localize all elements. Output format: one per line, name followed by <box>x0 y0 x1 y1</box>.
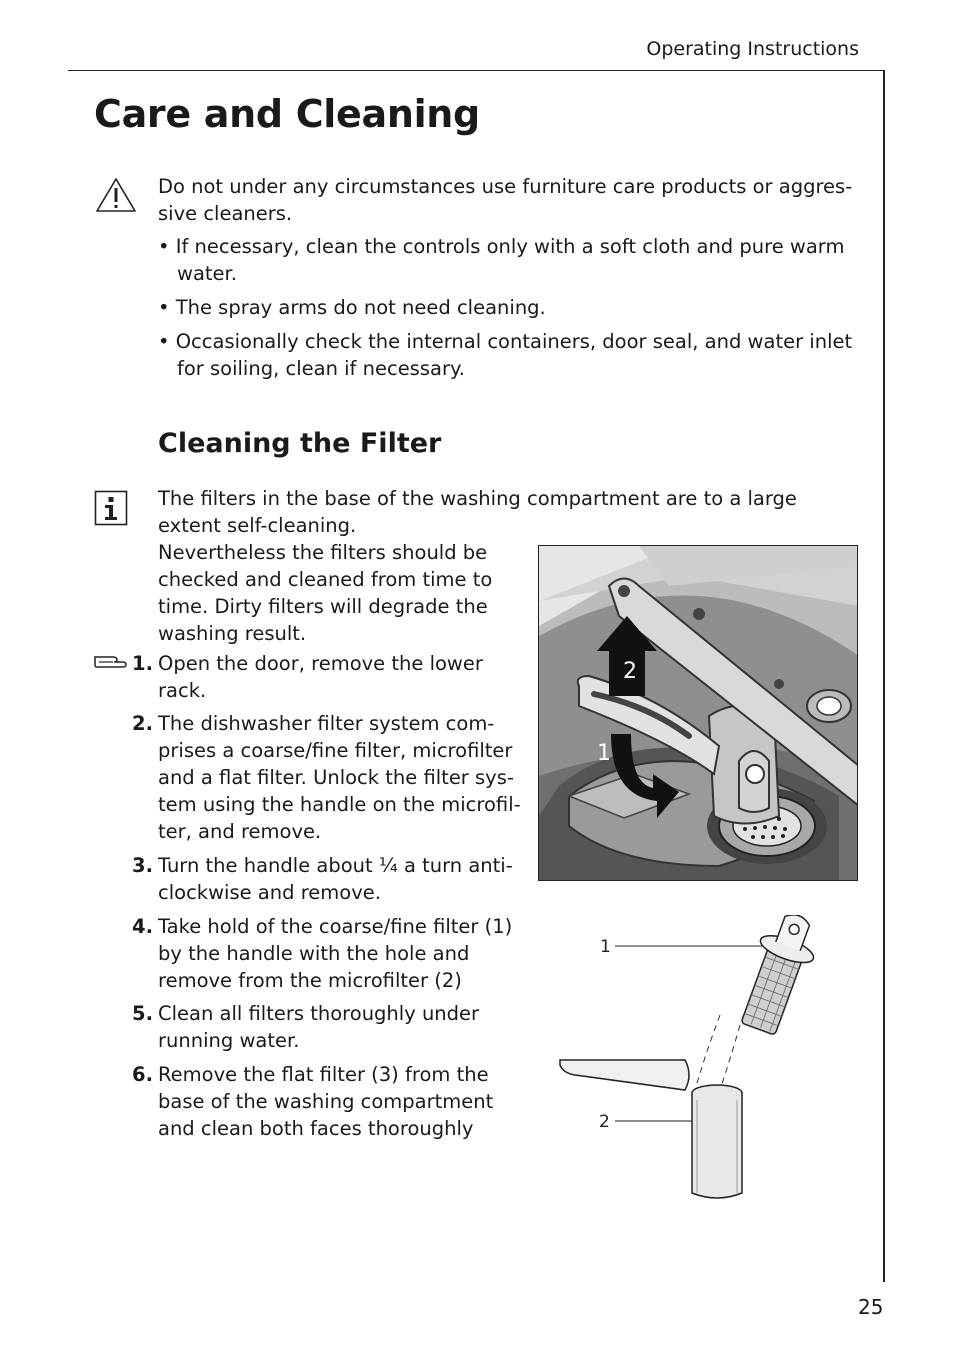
text-line: checked and cleaned from time to <box>158 568 493 591</box>
figure-label: 1 <box>597 741 611 766</box>
warning-text <box>158 173 868 227</box>
step-number: 3. <box>132 854 153 877</box>
text-line: ter, and remove. <box>158 820 322 843</box>
section-heading: Cleaning the Filter <box>158 428 442 459</box>
text-line: Remove the flat filter (3) from the <box>158 1063 489 1086</box>
text-line: washing result. <box>158 622 307 645</box>
step-number: 6. <box>132 1063 153 1086</box>
filter-parts-diagram <box>555 915 855 1205</box>
page-number: 25 <box>858 1295 884 1319</box>
page-title: Care and Cleaning <box>94 92 480 136</box>
text-line: tem using the handle on the microfil- <box>158 793 521 816</box>
step-3 <box>132 852 532 906</box>
text-line: The dishwasher filter system com- <box>158 712 495 735</box>
pointing-hand-icon <box>93 652 127 672</box>
step-number: 1. <box>132 652 153 675</box>
figure-label: 1 <box>600 937 611 957</box>
step-6 <box>132 1061 532 1142</box>
header-rule <box>68 70 885 71</box>
text-line: Open the door, remove the lower <box>158 652 483 675</box>
step-5 <box>132 1000 532 1054</box>
text-line: Clean all filters thoroughly under <box>158 1002 480 1025</box>
text-line: Do not under any circumstances use furniture care products or aggres- <box>158 175 853 198</box>
figure-label: 2 <box>599 1112 610 1132</box>
step-number: 4. <box>132 915 153 938</box>
text-line: • Occasionally check the internal containers, door seal, and water inlet <box>158 330 853 353</box>
text-line: running water. <box>158 1029 300 1052</box>
text-line: Nevertheless the filters should be <box>158 541 488 564</box>
text-line: and clean both faces thoroughly <box>158 1117 474 1140</box>
text-line: and a flat filter. Unlock the filter sys- <box>158 766 514 789</box>
text-line: for soiling, clean if necessary. <box>177 357 465 380</box>
step-2 <box>132 710 532 845</box>
text-line: sive cleaners. <box>158 202 293 225</box>
running-header: Operating Instructions <box>646 38 859 60</box>
text-line: base of the washing compartment <box>158 1090 494 1113</box>
text-line: rack. <box>158 679 207 702</box>
info-icon <box>94 490 128 526</box>
margin-rule <box>883 70 885 1282</box>
text-line: Take hold of the coarse/fine filter (1) <box>158 915 513 938</box>
step-number: 5. <box>132 1002 153 1025</box>
text-line: The filters in the base of the washing compartment are to a large <box>158 487 797 510</box>
bullet-item <box>158 233 878 287</box>
figure-label: 2 <box>623 659 637 684</box>
step-4 <box>132 913 532 994</box>
text-line: by the handle with the hole and <box>158 942 470 965</box>
text-line: • If necessary, clean the controls only with a soft cloth and pure warm <box>158 235 845 258</box>
text-line: remove from the microfilter (2) <box>158 969 462 992</box>
bullet-item <box>158 294 878 321</box>
text-line: • The spray arms do not need cleaning. <box>158 296 546 319</box>
bullet-item <box>158 328 878 382</box>
step-1 <box>132 650 532 704</box>
filter-removal-illustration <box>538 545 858 881</box>
warning-triangle-icon <box>94 176 138 214</box>
step-number: 2. <box>132 712 153 735</box>
text-line: extent self-cleaning. <box>158 514 357 537</box>
text-line: water. <box>177 262 237 285</box>
text-line: prises a coarse/fine filter, microfilter <box>158 739 513 762</box>
text-line: clockwise and remove. <box>158 881 381 904</box>
text-line: time. Dirty filters will degrade the <box>158 595 488 618</box>
text-line: Turn the handle about ¼ a turn anti- <box>158 854 513 877</box>
